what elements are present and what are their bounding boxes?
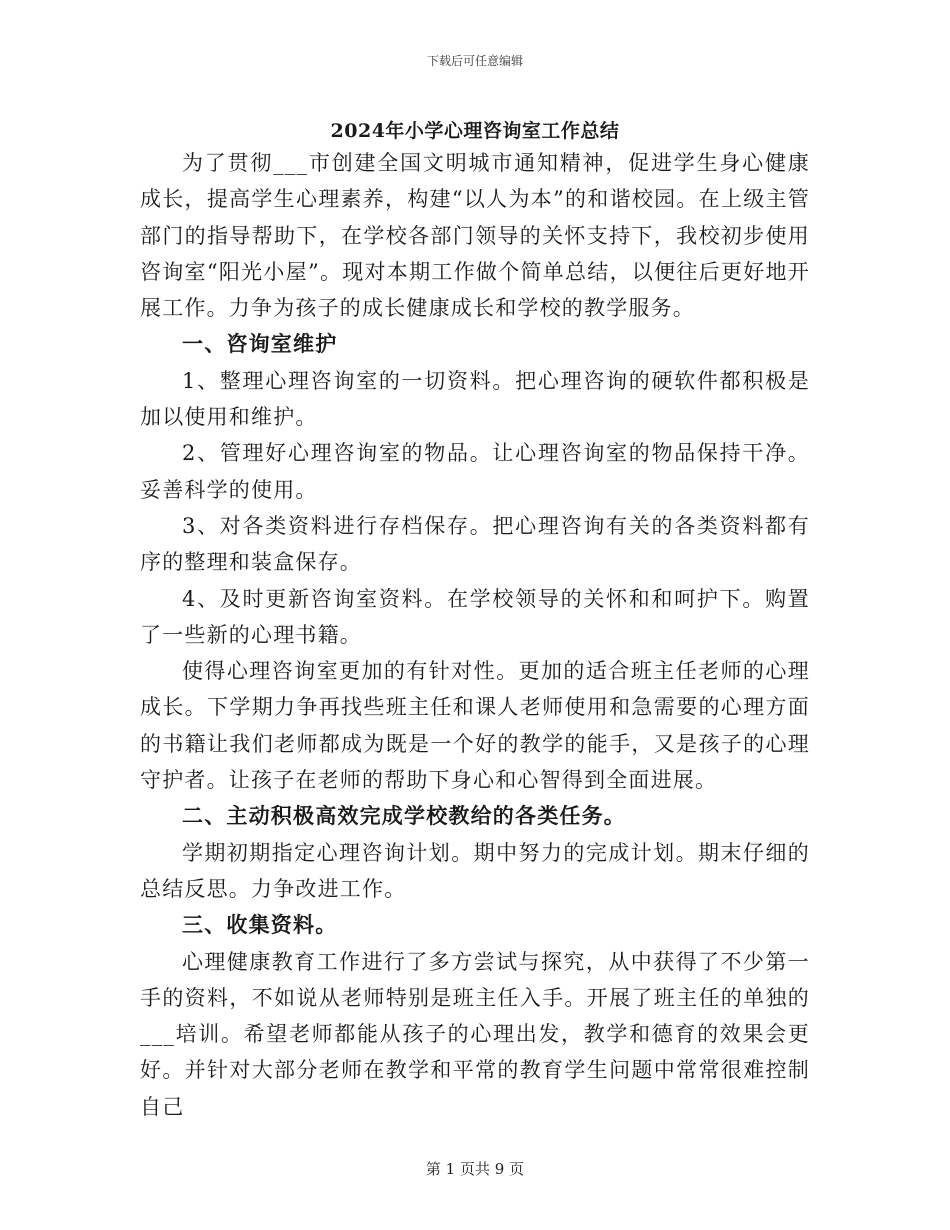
section-heading: 一、咨询室维护	[182, 331, 338, 357]
document-body	[140, 145, 810, 1125]
paragraph: 1、整理心理咨询室的一切资料。把心理咨询的硬软件都积极是加以使用和维护。	[140, 368, 810, 430]
paragraph: 心理健康教育工作进行了多方尝试与探究，从中获得了不少第一手的资料，不如说从老师特别是班主任入手。开展了班主任的单独的___培训。希望老师都能从孩子的心理出发，教学和德育的效果会更好。并针对大部分老师在教学和平常的教育学生问题中常常很难控制自己	[140, 949, 810, 1119]
paragraph: 4、及时更新咨询室资料。在学校领导的关怀和和呵护下。购置了一些新的心理书籍。	[140, 586, 810, 647]
header-note: 下载后可任意编辑	[426, 54, 523, 68]
paragraph: 使得心理咨询室更加的有针对性。更加的适合班主任老师的心理成长。下学期力争再找些班主任和课人老师使用和急需要的心理方面的书籍让我们老师都成为既是一个好的教学的能手，又是孩子的心理守护者。让孩子在老师的帮助下身心和心智得到全面进展。	[140, 659, 810, 793]
section-heading: 二、主动积极高效完成学校教给的各类任务。	[182, 803, 626, 829]
paragraph: 2、管理好心理咨询室的物品。让心理咨询室的物品保持干净。妥善科学的使用。	[140, 441, 810, 502]
page-footer: 第 1 页共 9 页	[425, 1160, 525, 1178]
section-heading: 三、收集资料。	[182, 912, 338, 938]
paragraph: 3、对各类资料进行存档保存。把心理咨询有关的各类资料都有序的整理和装盒保存。	[140, 513, 810, 575]
paragraph: 为了贯彻___市创建全国文明城市通知精神，促进学生身心健康成长，提高学生心理素养，构建“以人为本”的和谐校园。在上级主管部门的指导帮助下，在学校各部门领导的关怀支持下，我校初步使用咨询室“阳光小屋”。现对本期工作做个简单总结，以便往后更好地开展工作。力争为孩子的成长健康成长和学校的教学服务。	[140, 151, 810, 321]
document-title: 2024年小学心理咨询室工作总结	[330, 120, 620, 142]
paragraph: 学期初期指定心理咨询计划。期中努力的完成计划。期末仔细的总结反思。力争改进工作。	[140, 840, 810, 901]
